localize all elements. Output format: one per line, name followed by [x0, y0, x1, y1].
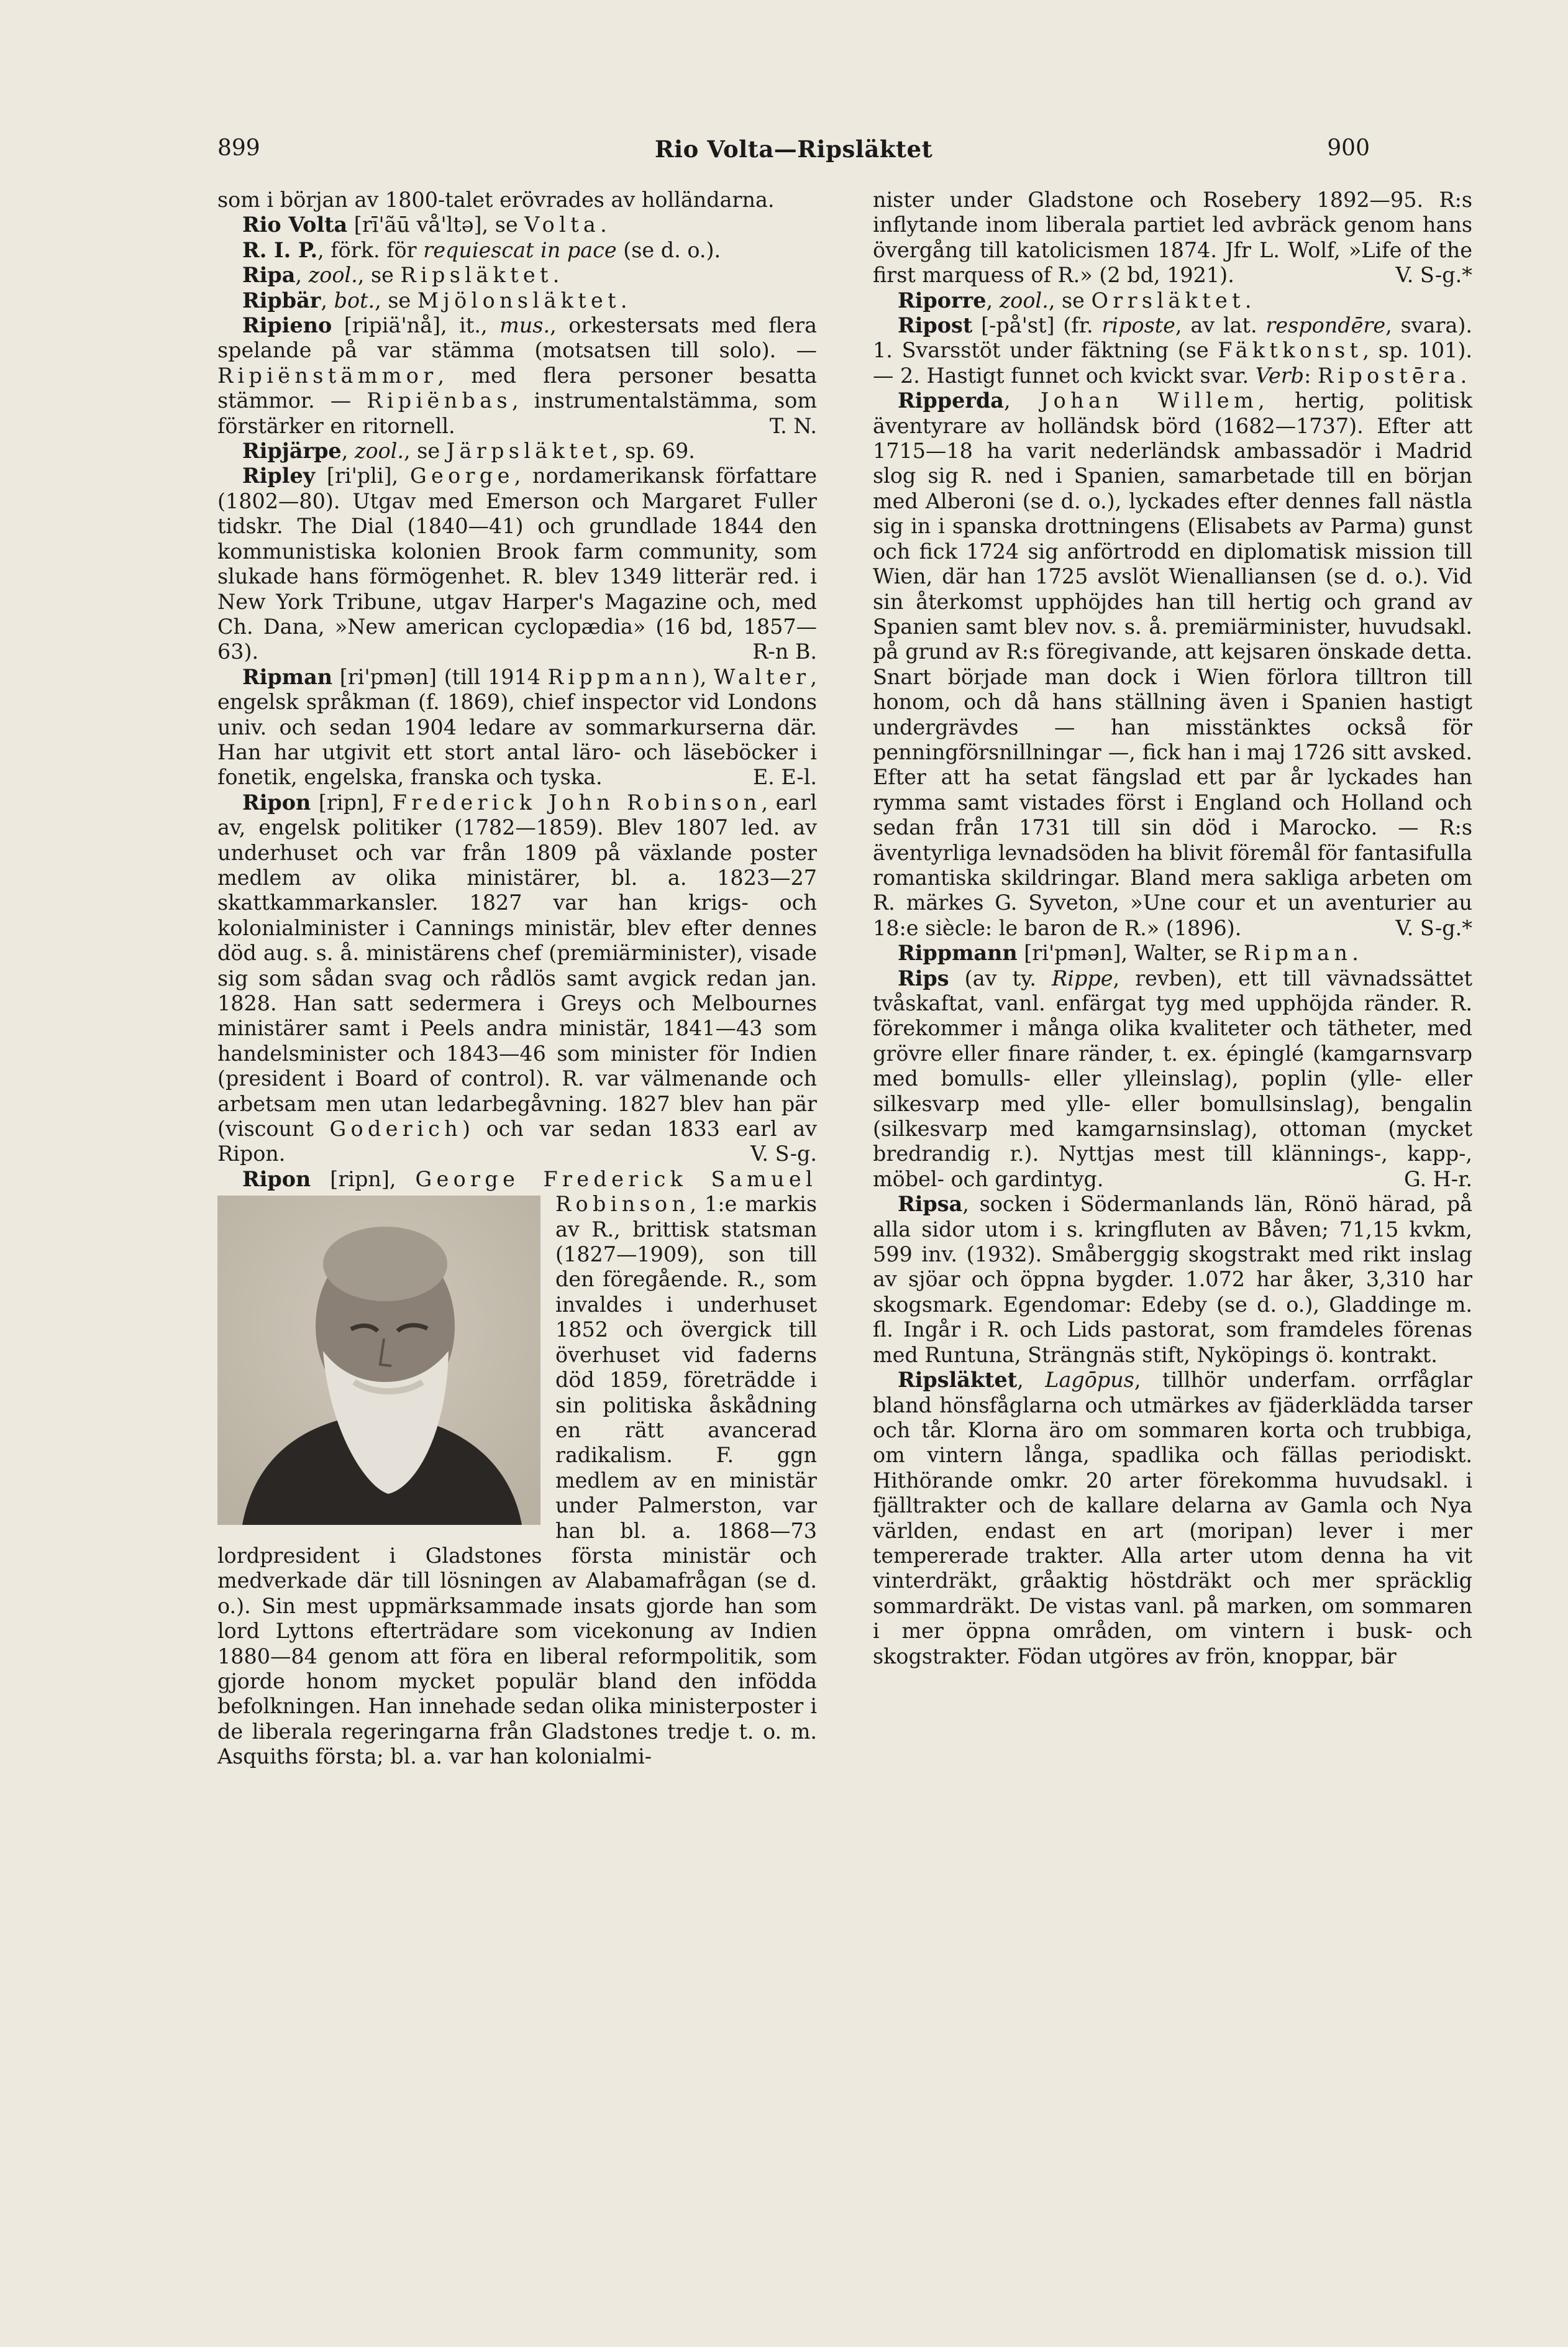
entry-ripbar: Ripbär, bot., se Mjölonsläktet. — [242, 288, 627, 313]
cross-reference: Orrsläktet — [1091, 288, 1245, 313]
headword: R. I. P. — [242, 237, 318, 262]
left-column — [217, 188, 817, 1770]
portrait-photo — [217, 1196, 540, 1525]
headword: Rips — [898, 966, 949, 990]
author-signature: V. S-g. — [750, 1141, 817, 1166]
author-signature: E. E-l. — [752, 765, 817, 790]
entry-continuation: nister under Gladstone och Rosebery 1892—95. R:s inflytande inom liberala partiet led avbräck genom hans övergång till katolicismen 1874. Jfr L. Wolf, »Life of the first marquess of R.» (2 bd, 1921). V. S-g.* — [873, 188, 1472, 288]
cross-reference: Järpsläktet — [446, 439, 612, 464]
headword: Ripsläktet — [898, 1368, 1018, 1393]
headword: Ripley — [242, 464, 316, 488]
entry-ripa: Ripa, zool., se Ripsläktet. — [242, 263, 560, 288]
page-number-right: 900 — [1327, 135, 1370, 161]
headword: Ripon — [242, 790, 311, 815]
author-signature: T. N. — [769, 413, 817, 438]
headword: Ripieno — [242, 313, 332, 338]
headword: Ripon — [242, 1166, 311, 1191]
entry-ripieno: Ripieno [ripiä'nå], it., mus., orkestersats med flera spelande på var stämma (motsatsen till solo). — Ripiënstämmor, med flera personer besatta stämmor. — Ripiënbas, instrumentalstämma, som förstärker en ritornell. T. N. — [217, 313, 817, 438]
page-number-left: 899 — [217, 135, 260, 161]
entry-rips: Rips (av ty. Rippe, revben), ett till vävnadssättet tvåskaftat, vanl. enfärgat tyg med upphöjda ränder. R. förekommer i många olika kvaliteter och tätheter, med grövre eller finare ränder, t. ex. épinglé (kamgarnsvarp med bomulls- eller ylleinslag), poplin (ylle- eller silkesvarp med ylle- eller bomullsinslag), bengalin (silkesvarp med kamgarnsinslag), ottoman (mycket bredrandig r.). Nyttjas mest till klännings-, kapp-, möbel- och gardintyg. G. H-r. — [873, 966, 1472, 1191]
entry-ripost: Ripost [-på'st] (fr. riposte, av lat. respondēre, svara). 1. Svarsstöt under fäktning (se Fäktkonst, sp. 101). — 2. Hastigt funnet och kvickt svar. Verb: Ripostēra. — [873, 313, 1472, 388]
author-signature: R-n B. — [752, 639, 817, 664]
entry-ripsa: Ripsa, socken i Södermanlands län, Rönö härad, på alla sidor utom i s. kringfluten av Båven; 71,15 kvkm, 599 inv. (1932). Småberggig skogstrakt med rikt inslag av sjöar och öppna bygder. 1.072 har åker, 3,310 har skogsmark. Egendomar: Edeby (se d. o.), Gladdinge m. fl. Ingår i R. och Lids pastorat, som framdeles förenas med Runtuna, Strängnäs stift, Nyköpings ö. kontrakt. — [873, 1192, 1472, 1367]
entry-riporre: Riporre, zool., se Orrsläktet. — [898, 288, 1252, 313]
author-signature: V. S-g.* — [1395, 263, 1472, 288]
headword: Rio Volta — [242, 213, 348, 237]
running-title: Rio Volta—Ripsläktet — [654, 135, 933, 163]
entry-ripperda: Ripperda, Johan Willem, hertig, politisk äventyrare av holländsk börd (1682—1737). Efter att 1715—18 ha varit nederländsk ambassadör i Madrid slog sig R. ned i Spanien, samarbetade till en början med Alberoni (se d. o.), lyckades efter dennes fall nästla sig in i spanska drottningens (Elisabets av Parma) gunst och fick 1724 sig anförtrodd en diplomatisk mission till Wien, där han 1725 avslöt Wienalliansen (se d. o.). Vid sin återkomst upphöjdes han till hertig och grand av Spanien samt blev nov. s. å. premiärminister, huvudsakl. på grund av R:s föregivande, att kejsaren önskade detta. Snart började man dock i Wien förlora tilltron till honom, och då hans ställning även i Spanien hastigt undergrävdes — han misstänktes också för penningförsnillningar —, fick han i maj 1726 sitt avsked. Efter att ha setat fängslad ett par år lyckades han rymma samt vistades först i England och Holland och sedan från 1731 till sin död i Marocko. — R:s äventyrliga levnadsöden ha blivit föremål för fantasifulla romantiska skildringar. Bland mera sakliga arbeten om R. märkes G. Syveton, »Une cour et un aventurier au 18:e siècle: le baron de R.» (1896). V. S-g.* — [873, 388, 1472, 940]
page-header — [217, 135, 1370, 173]
entry-rip: R. I. P., förk. för requiescat in pace (se d. o.). — [242, 237, 721, 262]
entry-ripjarpe: Ripjärpe, zool., se Järpsläktet, sp. 69. — [242, 439, 695, 464]
entry-ripman: Ripman [ri'pmən] (till 1914 Rippmann), Walter, engelsk språkman (f. 1869), chief inspector vid Londons univ. och sedan 1904 ledare av sommarkurserna där. Han har utgivit ett stort antal läro- och läseböcker i fonetik, engelska, franska och tyska. E. E-l. — [217, 664, 817, 790]
headword: Ripman — [242, 664, 333, 689]
author-signature: V. S-g.* — [1395, 915, 1472, 940]
headword: Ripa — [242, 263, 296, 288]
headword: Ripjärpe — [242, 439, 342, 464]
entry-rippmann: Rippmann [ri'pmən], Walter, se Ripman. — [898, 941, 1359, 966]
entry-ripley: Ripley [ri'pli], George, nordamerikansk författare (1802—80). Utgav med Emerson och Margaret Fuller tidskr. The Dial (1840—41) och grundlade 1844 den kommunistiska kolonien Brook farm community, som slukade hans förmögenhet. R. blev 1349 litterär red. i New York Tribune, utgav Harper's Magazine och, med Ch. Dana, »New american cyclopædia» (16 bd, 1857—63). R-n B. — [217, 464, 817, 664]
author-signature: G. H-r. — [1403, 1166, 1472, 1191]
cross-reference: Volta — [524, 213, 601, 237]
cross-reference: Mjölonsläktet — [417, 288, 621, 313]
headword: Ripbär — [242, 288, 321, 313]
right-column — [873, 188, 1472, 1669]
portrait-illustration — [217, 1196, 540, 1525]
headword: Rippmann — [898, 941, 1018, 966]
headword: Ripperda — [898, 388, 1004, 413]
cross-reference: Ripman — [1243, 941, 1352, 966]
headword: Riporre — [898, 288, 987, 313]
entry-rio-volta: Rio Volta [rī'ãū vå'ltə], se Volta. — [242, 213, 607, 237]
headword: Ripsa — [898, 1192, 963, 1217]
entry-ripon-marquess: Ripon [ripn], George Frederick Samuel Robinson , 1:e markis av R., brittisk statsman (1827—1909), son till den föregående. R., som invaldes i underhuset 1852 och övergick till överhuset vid faderns död 1859, företrädde i sin politiska åskådning en rätt avancerad radikalism. F. ggn medlem av en ministär under Palmerston, var han bl. a. 1868—73 lordpresident i Gladstones första ministär och medverkade där till lösningen av Alabamafrågan (se d. o.). Sin mest uppmärksammade insats gjorde han som lord Lyttons efterträdare som vicekonung av Indien 1880—84 genom att föra en liberal reformpolitik, som gjorde honom mycket populär bland den infödda befolkningen. Han innehade sedan olika ministerposter i de liberala regeringarna från Gladstones tredje t. o. m. Asquiths första; bl. a. var han kolonialmi- — [217, 1166, 817, 1769]
entry-continuation: som i början av 1800-talet erövrades av holländarna. — [217, 188, 775, 212]
headword: Ripost — [898, 313, 973, 338]
entry-ripon-earl: Ripon [ripn], Frederick John Robinson, earl av, engelsk politiker (1782—1859). Blev 1807 led. av underhuset och var från 1809 på växlande poster medlem av olika ministärer, bl. a. 1823—27 skattkammarkansler. 1827 var han krigs- och kolonialminister i Cannings ministär, blev efter dennes död aug. s. å. ministärens chef (premiärminister), visade sig som sådan svag och rådlös samt avgick redan jan. 1828. Han satt sedermera i Greys och Melbournes ministärer samt i Peels andra ministär, 1841—43 som handelsminister och 1843—46 som minister för Indien (president i Board of control). R. var välmenande och arbetsam men utan ledarbegåvning. 1827 blev han pär (viscount Goderich) och var sedan 1833 earl av Ripon. V. S-g. — [217, 790, 817, 1166]
cross-reference: Ripsläktet — [400, 263, 553, 288]
entry-ripslaktet: Ripsläktet, Lagōpus, tillhör underfam. orrfåglar bland hönsfåglarna och utmärkes av fjäderklädda tarser och tår. Klorna äro om sommaren korta och trubbiga, om vintern långa, spadlika och fällas periodiskt. Hithörande omkr. 20 arter förekomma huvudsakl. i fjälltrakter och de kallare delarna av Gamla och Nya världen, endast en art (moripan) lever i mer tempererade trakter. Alla arter utom denna ha vit vinterdräkt, gråaktig höstdräkt och mer spräcklig sommardräkt. De vistas vanl. på marken, om sommaren i mer öppna områden, om vintern i busk- och skogstrakter. Födan utgöres av frön, knoppar, bär — [873, 1368, 1472, 1668]
